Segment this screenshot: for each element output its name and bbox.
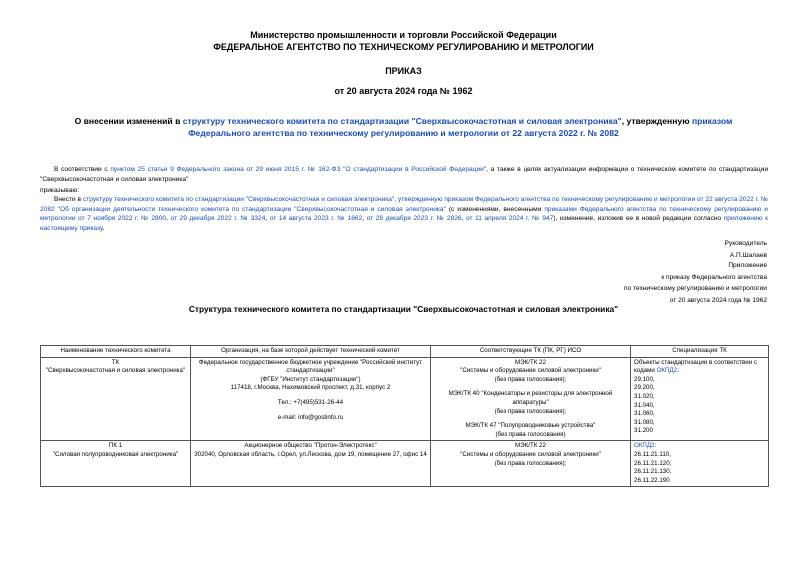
table-row [41, 357, 769, 441]
code-item: 31.200 [634, 427, 653, 435]
paragraph-text: (с изменениями, внесенными [445, 205, 545, 213]
committee-structure-table [40, 345, 769, 487]
order-link-continued[interactable]: Федерального агентства по техническому регулированию и метрологии от 22 августа 2022 г. № 2082 [188, 128, 619, 138]
cell-line: 302040, Орловская область, г.Орел, ул.Лескова, дом 19, помещение 27, офис 14 [194, 450, 427, 458]
document-type: ПРИКАЗ [385, 66, 422, 76]
table-row [41, 441, 769, 487]
cell-line: ТК [111, 358, 120, 366]
amendment-link-2800[interactable]: приказами Федерального агентства по техническому регулированию и метрологии от 7 ноября 2022 г. № 2800 [40, 205, 768, 223]
table-title: Структура технического комитета по стандартизации "Сверхвысокочастотная и силовая электроника" [188, 304, 619, 314]
law-link[interactable]: пунктом 25 статьи 9 Федерального закона от 29 июня 2015 г. № 162-ФЗ "О стандартизации в Российской Федерации" [110, 166, 487, 173]
amendment-link-2826[interactable]: от 28 декабря 2023 г. № 2826 [366, 215, 462, 223]
cell-line: МЭК/ТК 22 [515, 358, 546, 366]
okpd2-link[interactable]: ОКПД2 [634, 442, 655, 450]
cell-line: "Сверхвысокочастотная и силовая электроника" [45, 367, 186, 375]
cell-text: : [654, 442, 657, 450]
paragraph-text: . [102, 224, 105, 232]
code-item: 26.11.21.110, [634, 450, 671, 458]
appendix-line: Приложение [728, 262, 767, 269]
paragraph-text: , [362, 215, 367, 223]
appendix-line: от 20 августа 2024 года № 1962 [669, 296, 767, 304]
paragraph-text: В соответствии с [54, 166, 111, 173]
signatory-name: А.П.Шалаев [729, 251, 767, 259]
structure-link[interactable]: структуру технического комитета по стандартизации "Сверхвысокочастотная и силовая электроника", утвержденную приказом Федерального агентства по техническому регулированию и метрологии от 22 августа 2022 г. № 2082 "Об организации деятельности технического комитета по стандартизации "Сверхвысокочастотная и силовая электроника" [40, 196, 768, 213]
cell-line: (без права голосования); [494, 459, 567, 467]
amendment-link-1662[interactable]: от 14 августа 2023 г. № 1662 [269, 215, 363, 223]
code-item: 29.200, [634, 384, 655, 392]
cell-line: МЭК/ТК 40 "Конденсаторы и резисторы для электронной аппаратуры" [448, 390, 613, 406]
paragraph-text: Внести в [54, 196, 83, 203]
paragraph-text: , [265, 215, 270, 223]
paragraph-text: , [461, 215, 466, 223]
cell-text: Объекты стандартизации в соответствии с кодами [634, 358, 757, 375]
cell-line: МЭК/ТК 47 "Полупроводниковые устройства" [465, 422, 596, 430]
code-item: 29.100, [634, 375, 655, 383]
cell-line: (без права голосования) [495, 430, 566, 438]
appendix-link[interactable]: приложению к настоящему приказу [40, 215, 768, 232]
cell-line: "Системы и оборудование силовой электроники" [460, 367, 601, 375]
iso-committees-cell [431, 441, 631, 487]
cell-line: (без права голосования); [494, 375, 567, 383]
appendix-line: к приказу Федерального агентства [661, 273, 767, 281]
appendix-line: по техническому регулированию и метрологии [624, 285, 767, 292]
cell-line: Акционерное общество "Протон-Электротекс" [244, 442, 377, 450]
signature-block [725, 238, 767, 261]
code-item: 31.040, [634, 401, 655, 409]
code-item: 31.080, [634, 418, 655, 426]
cell-line: "Системы и оборудование силовой электроники" [460, 450, 601, 458]
amendment-link-947[interactable]: от 11 апреля 2024 г. № 947 [465, 215, 554, 223]
order-phrase: приказываю: [40, 187, 80, 194]
subject-text: О внесении изменений в [74, 116, 183, 126]
paragraph-text: ), изменение, изложив ее в новой редакции согласно [553, 215, 724, 223]
cell-line [634, 359, 765, 376]
cell-line: ПК 1 [108, 442, 123, 450]
appendix-header [624, 260, 767, 306]
specialization-cell [631, 441, 769, 487]
ministry-name: Министерство промышленности и торговли Российской Федерации [250, 30, 557, 40]
cell-line: Тел.: +7(495)531-26-44 [277, 398, 344, 406]
specialization-cell [631, 357, 769, 441]
document-date-number: от 20 августа 2024 года № 1962 [334, 86, 473, 96]
okpd2-link[interactable]: ОКПД2 [656, 367, 678, 375]
code-item: 31.060, [634, 410, 655, 418]
organization-cell [191, 441, 431, 487]
code-item: 31.020, [634, 392, 655, 400]
table-header-row [41, 346, 769, 358]
signatory-role: Руководитель [724, 240, 767, 247]
cell-line: e-mail: info@gostinfo.ru [277, 413, 344, 421]
cell-line: "Силовая полупроводниковая электроника" [52, 450, 179, 458]
order-clause [40, 195, 768, 233]
committee-name-cell [41, 441, 191, 487]
column-header: Организация, на базе которой действует технический комитет [191, 346, 431, 358]
committee-name-cell [41, 357, 191, 441]
code-item: 26.11.21.130, [634, 468, 672, 476]
cell-line [634, 442, 765, 451]
paragraph-text: , [166, 215, 171, 223]
cell-line: (без права голосования); [494, 407, 567, 415]
column-header: Соответствующие ТК (ПК, РГ) ИСО [431, 346, 631, 358]
code-item: 26.11.21.120, [634, 459, 672, 467]
cell-line: 117418, г.Москва, Нахимовский проспект, д.31, корпус 2 [230, 384, 391, 392]
subject-text: , утвержденную [621, 116, 692, 126]
cell-line: Федеральное государственное бюджетное учреждение "Российский институт стандартизации" [198, 358, 423, 375]
paragraph-text: , а также в целях актуализации информации о техническом комитете по стандартизации "Сверхвысокочастотная и силовая электроника" [40, 166, 768, 183]
order-link[interactable]: приказом [691, 116, 733, 126]
agency-name: ФЕДЕРАЛЬНОЕ АГЕНТСТВО ПО ТЕХНИЧЕСКОМУ РЕГУЛИРОВАНИЮ И МЕТРОЛОГИИ [213, 42, 594, 52]
code-item: 26.11.22.190 [634, 476, 670, 484]
amendment-link-3324[interactable]: от 29 декабря 2022 г. № 3324 [170, 215, 266, 223]
iso-committees-cell [431, 357, 631, 441]
cell-line: МЭК/ТК 22 [515, 442, 546, 450]
column-header: Наименование технического комитета [41, 346, 191, 358]
preamble-paragraph [40, 165, 768, 184]
structure-link[interactable]: структуру технического комитета по стандартизации "Сверхвысокочастотная и силовая электроника" [182, 116, 622, 126]
cell-text: : [677, 367, 679, 375]
order-subject [0, 115, 807, 139]
cell-line: (ФГБУ "Институт стандартизации") [260, 375, 361, 383]
column-header: Специализация ТК [631, 346, 769, 358]
organization-cell [191, 357, 431, 441]
